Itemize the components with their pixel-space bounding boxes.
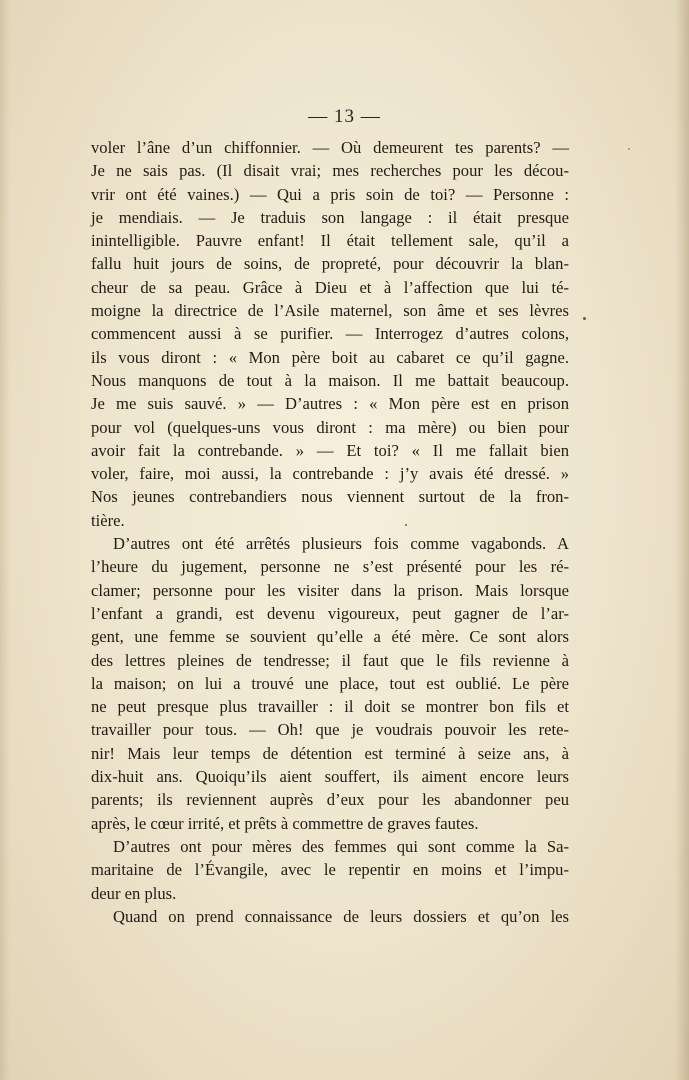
text-line: commencent aussi à se purifier. — Interrogez d’autres colons, [91, 324, 569, 344]
text-line: l’enfant a grandi, est devenu vigoureux, peut gagner de l’ar- [91, 603, 569, 623]
text-line: pour vol (quelques-uns vous diront : ma mère) ou bien pour [91, 417, 569, 437]
page-number: — 13 — [308, 106, 381, 127]
text-line: maritaine de l’Évangile, avec le repentir en moins et l’impu- [91, 860, 569, 880]
paper-speck [628, 148, 630, 150]
text-line: Je me suis sauvé. » — D’autres : « Mon père est en prison [91, 394, 569, 414]
text-line: ne peut presque plus travailler : il doit se montrer bon fils et [91, 697, 569, 717]
text-line: inintelligible. Pauvre enfant! Il était tellement sale, qu’il a [91, 231, 569, 251]
paper-speck [405, 524, 407, 526]
text-line: dix-huit ans. Quoiqu’ils aient souffert, ils aiment encore leurs [91, 767, 569, 787]
text-line: ils vous diront : « Mon père boit au cabaret ce qu’il gagne. [91, 347, 569, 367]
text-line: tière. [91, 510, 125, 530]
text-line: parents; ils reviennent auprès d’eux pour les abandonner peu [91, 790, 569, 810]
text-line: l’heure du jugement, personne ne s’est présenté pour les ré- [91, 557, 569, 577]
text-line: Quand on prend connaissance de leurs dossiers et qu’on les [113, 906, 569, 926]
text-line: D’autres ont été arrêtés plusieurs fois comme vagabonds. A [113, 534, 569, 554]
text-line: voler, faire, moi aussi, la contrebande : j’y avais été dressé. » [91, 464, 569, 484]
text-line: vrir ont été vaines.) — Qui a pris soin de toi? — Personne : [91, 184, 569, 204]
text-line: avoir fait la contrebande. » — Et toi? « Il me fallait bien [91, 440, 569, 460]
text-line: deur en plus. [91, 883, 177, 903]
text-line: Je ne sais pas. (Il disait vrai; mes recherches pour les décou- [91, 161, 569, 181]
text-line: je mendiais. — Je traduis son langage : il était presque [91, 207, 569, 227]
text-line: clamer; personne pour les visiter dans la prison. Mais lorsque [91, 580, 569, 600]
text-line: fallu huit jours de soins, de propreté, pour découvrir la blan- [91, 254, 569, 274]
text-line: Nos jeunes contrebandiers nous viennent surtout de la fron- [91, 487, 569, 507]
text-line: cheur de sa peau. Grâce à Dieu et à l’affection que lui té- [91, 277, 569, 297]
text-line: gent, une femme se souvient qu’elle a été mère. Ce sont alors [91, 627, 569, 647]
text-line: Nous manquons de tout à la maison. Il me battait beaucoup. [91, 370, 569, 390]
text-line: D’autres ont pour mères des femmes qui sont comme la Sa- [113, 836, 569, 856]
text-line: la maison; on lui a trouvé une place, tout est oublié. Le père [91, 673, 569, 693]
text-line: nir! Mais leur temps de détention est terminé à seize ans, à [91, 743, 569, 763]
body-text [91, 136, 569, 928]
text-line: voler l’âne d’un chiffonnier. — Où demeurent tes parents? — [91, 138, 569, 157]
text-line: après, le cœur irrité, et prêts à commettre de graves fautes. [91, 813, 479, 833]
text-line: des lettres pleines de tendresse; il faut que le fils revienne à [91, 650, 569, 670]
text-line: moigne la directrice de l’Asile maternel, son âme et ses lèvres [91, 301, 569, 321]
paper-speck [583, 317, 586, 320]
text-line: travailler pour tous. — Oh! que je voudrais pouvoir les rete- [91, 720, 569, 740]
